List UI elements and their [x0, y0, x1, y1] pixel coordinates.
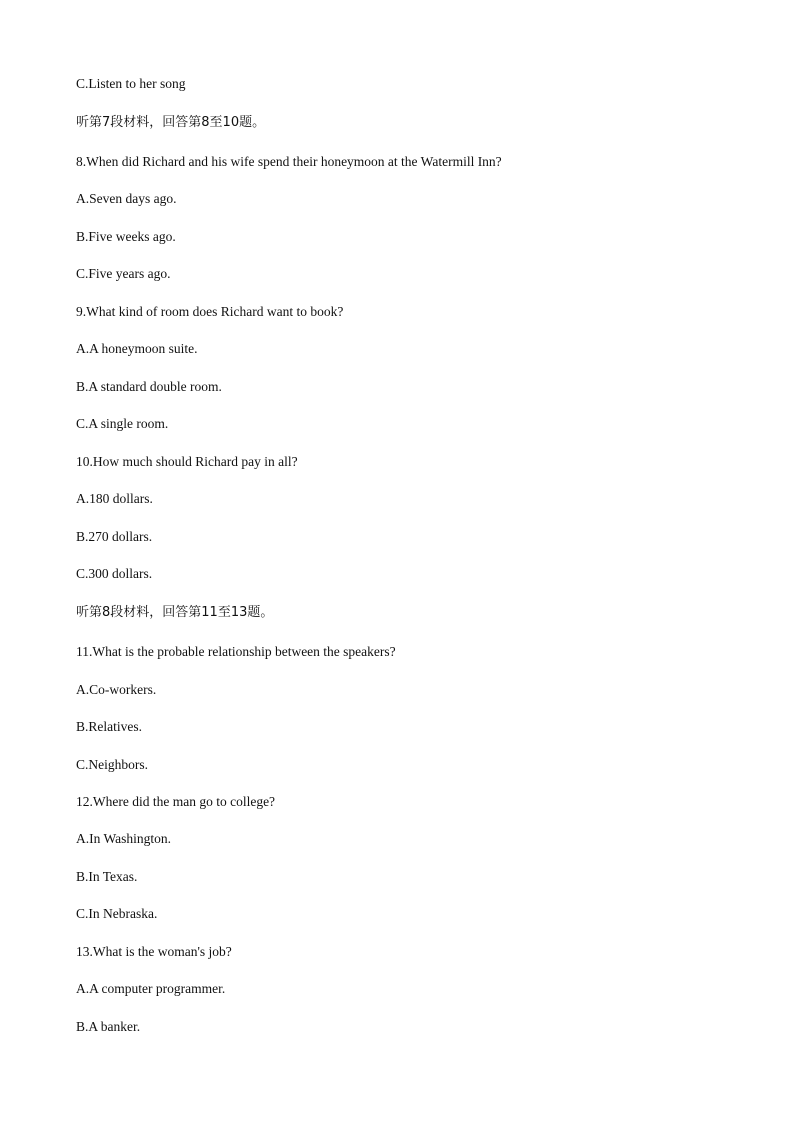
option-text: B.A standard double room.	[76, 379, 222, 394]
option-text: B.In Texas.	[76, 869, 138, 884]
option-text: A.Seven days ago.	[76, 191, 177, 206]
option-text: C.300 dollars.	[76, 566, 153, 581]
option-text: B.Relatives.	[76, 719, 142, 734]
question-text: 13.What is the woman's job?	[76, 944, 232, 959]
question-text: 11.What is the probable relationship between the speakers?	[76, 644, 396, 659]
question-text: 9.What kind of room does Richard want to book?	[76, 304, 344, 319]
option-text: C.In Nebraska.	[76, 906, 158, 921]
option-text: A.180 dollars.	[76, 491, 153, 506]
question-text: 8.When did Richard and his wife spend their honeymoon at the Watermill Inn?	[76, 154, 502, 169]
section-heading: 听第8段材料，回答第11至13题。	[76, 605, 274, 620]
option-text: B.A banker.	[76, 1019, 141, 1034]
option-text: A.Co-workers.	[76, 682, 157, 697]
option-text: A.A computer programmer.	[76, 981, 226, 996]
option-text: C.A single room.	[76, 416, 169, 431]
question-text: 12.Where did the man go to college?	[76, 794, 276, 809]
option-text: C.Five years ago.	[76, 266, 171, 281]
option-text: C.Listen to her song	[76, 76, 186, 91]
question-text: 10.How much should Richard pay in all?	[76, 454, 298, 469]
section-heading: 听第7段材料，回答第8至10题。	[76, 115, 266, 130]
option-text: C.Neighbors.	[76, 757, 148, 772]
option-text: A.A honeymoon suite.	[76, 341, 198, 356]
option-text: A.In Washington.	[76, 831, 172, 846]
option-text: B.Five weeks ago.	[76, 229, 176, 244]
option-text: B.270 dollars.	[76, 529, 153, 544]
